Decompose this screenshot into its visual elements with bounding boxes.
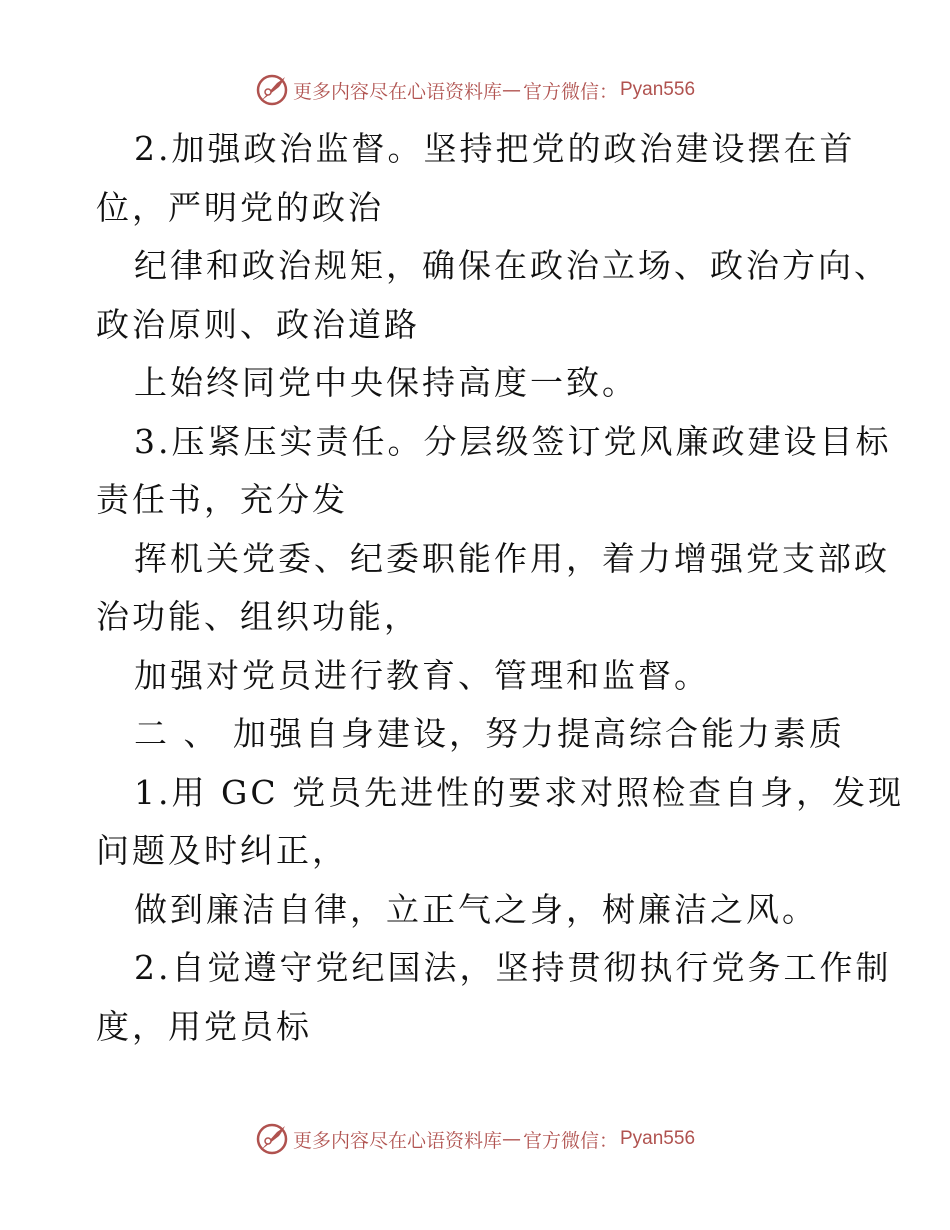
document-body xyxy=(96,120,905,1056)
section-heading: 二 、 加强自身建设，努力提高综合能力素质 xyxy=(134,714,845,753)
watermark-separator: — xyxy=(501,1128,521,1150)
text-line: 上始终同党中央保持高度一致。 xyxy=(134,363,638,402)
quill-logo-icon xyxy=(255,1122,289,1156)
text-line: 度，用党员标 xyxy=(96,1006,312,1046)
watermark-wechat-id: Pyan556 xyxy=(620,79,696,100)
text-line: 3.压紧压实责任。分层级签订党风廉政建设目标 xyxy=(134,421,892,461)
watermark-text: 更多内容尽在心语资料库 xyxy=(292,1129,502,1152)
text-line: 问题及时纠正， xyxy=(96,831,348,870)
text-line: 政治原则、政治道路 xyxy=(96,304,420,344)
text-line: 位，严明党的政治 xyxy=(96,187,384,227)
text-line: 做到廉洁自律，立正气之身，树廉洁之风。 xyxy=(134,889,818,929)
header-watermark xyxy=(0,72,950,108)
text-line: 纪律和政治规矩，确保在政治立场、政治方向、 xyxy=(134,246,890,285)
watermark-separator: — xyxy=(501,79,521,101)
text-line: 责任书，充分发 xyxy=(96,480,348,519)
text-line: 挥机关党委、纪委职能作用，着力增强党支部政 xyxy=(134,538,890,578)
text-line: 2.自觉遵守党纪国法，坚持贯彻执行党务工作制 xyxy=(134,948,892,987)
text-line: 治功能、组织功能， xyxy=(96,597,420,636)
watermark-text: 更多内容尽在心语资料库 xyxy=(292,80,502,103)
text-line: 加强对党员进行教育、管理和监督。 xyxy=(134,655,710,695)
text-line: 1.用 GC 党员先进性的要求对照检查自身，发现 xyxy=(134,772,905,812)
quill-logo-icon xyxy=(255,73,289,107)
text-line: 2.加强政治监督。坚持把党的政治建设摆在首 xyxy=(134,129,856,168)
watermark-wechat-id: Pyan556 xyxy=(620,1128,696,1149)
watermark-wechat-label: 官方微信： xyxy=(522,80,618,103)
footer-watermark xyxy=(0,1121,950,1157)
watermark-wechat-label: 官方微信： xyxy=(522,1129,618,1152)
